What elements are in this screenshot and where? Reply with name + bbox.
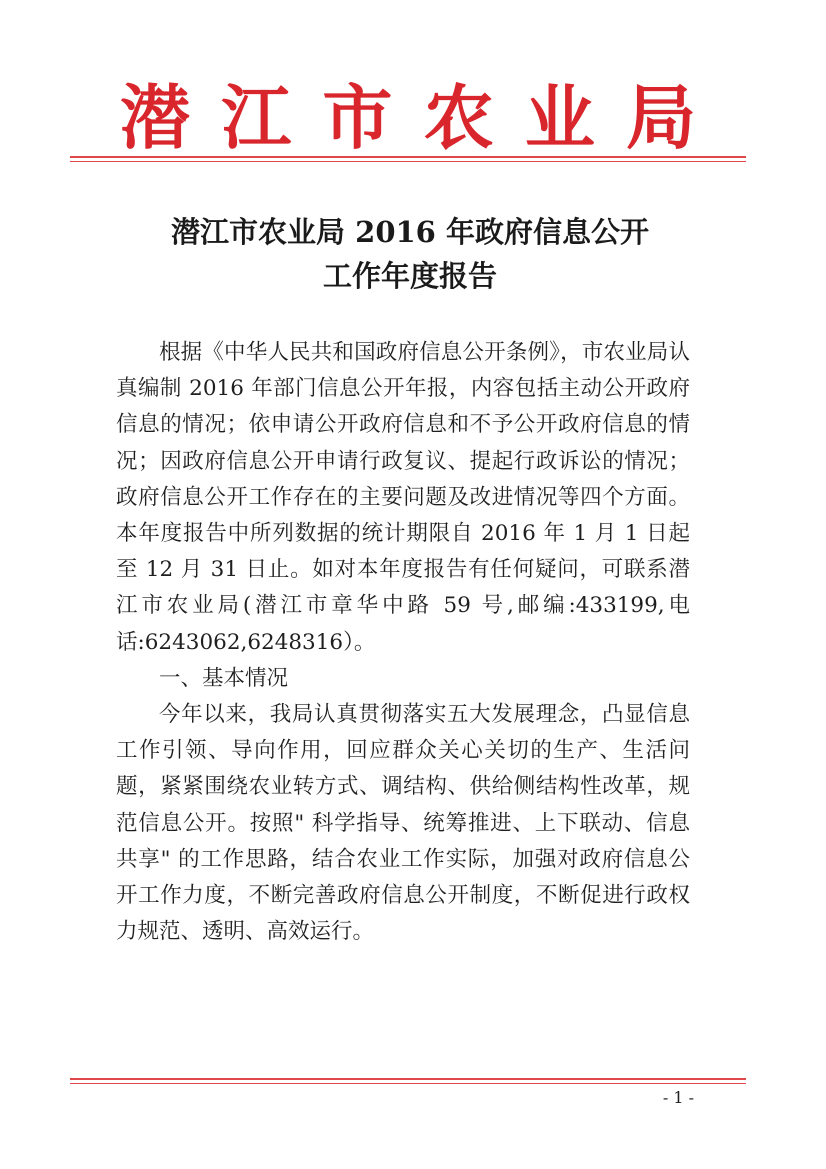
title-line-1: 潜江市农业局 2016 年政府信息公开: [171, 215, 649, 249]
masthead-char: 农: [423, 76, 494, 159]
paragraph-intro: 根据《中华人民共和国政府信息公开条例》，市农业局认真编制 2016 年部门信息公开年报，内容包括主动公开政府信息的情况；依申请公开政府信息和不予公开政府信息的情况；因政府信息公开申请行政复议、提起行政诉讼的情况；政府信息公开工作存在的主要问题及改进情况等四个方面。本年度报告中所列数据的统计期限自 2016 年 1 月 1 日起至 12 月 31 日止。如对本年度报告有任何疑问，可联系潜江市农业局(潜江市章华中路 59 号,邮编:433199,电话:6243062,6248316）。: [116, 340, 690, 655]
document-title: [90, 210, 730, 298]
document-body: [116, 335, 690, 950]
footer-divider-thin: [70, 1083, 746, 1084]
paragraph-basic-situation: 今年以来，我局认真贯彻落实五大发展理念，凸显信息工作引领、导向作用，回应群众关心关切的生产、生活问题，紧紧围绕农业转方式、调结构、供给侧结构性改革，规范信息公开。按照" 科学指导、统筹推进、上下联动、信息共享" 的工作思路，结合农业工作实际，加强对政府信息公开工作力度，不断完善政府信息公开制度，不断促进行政权力规范、透明、高效运行。: [116, 702, 690, 945]
masthead-char: 江: [221, 76, 292, 159]
masthead-char: 局: [625, 76, 696, 159]
masthead-char: 潜: [120, 76, 190, 159]
masthead: [70, 78, 746, 158]
header-divider: [70, 156, 746, 158]
footer-divider: [70, 1078, 746, 1080]
section-heading-basic: 一、基本情况: [159, 665, 289, 691]
masthead-char: 市: [322, 76, 393, 159]
page-number: - 1 -: [662, 1088, 694, 1107]
title-line-2: 工作年度报告: [322, 259, 497, 293]
header-divider-thin: [70, 161, 746, 162]
masthead-char: 业: [524, 76, 595, 159]
